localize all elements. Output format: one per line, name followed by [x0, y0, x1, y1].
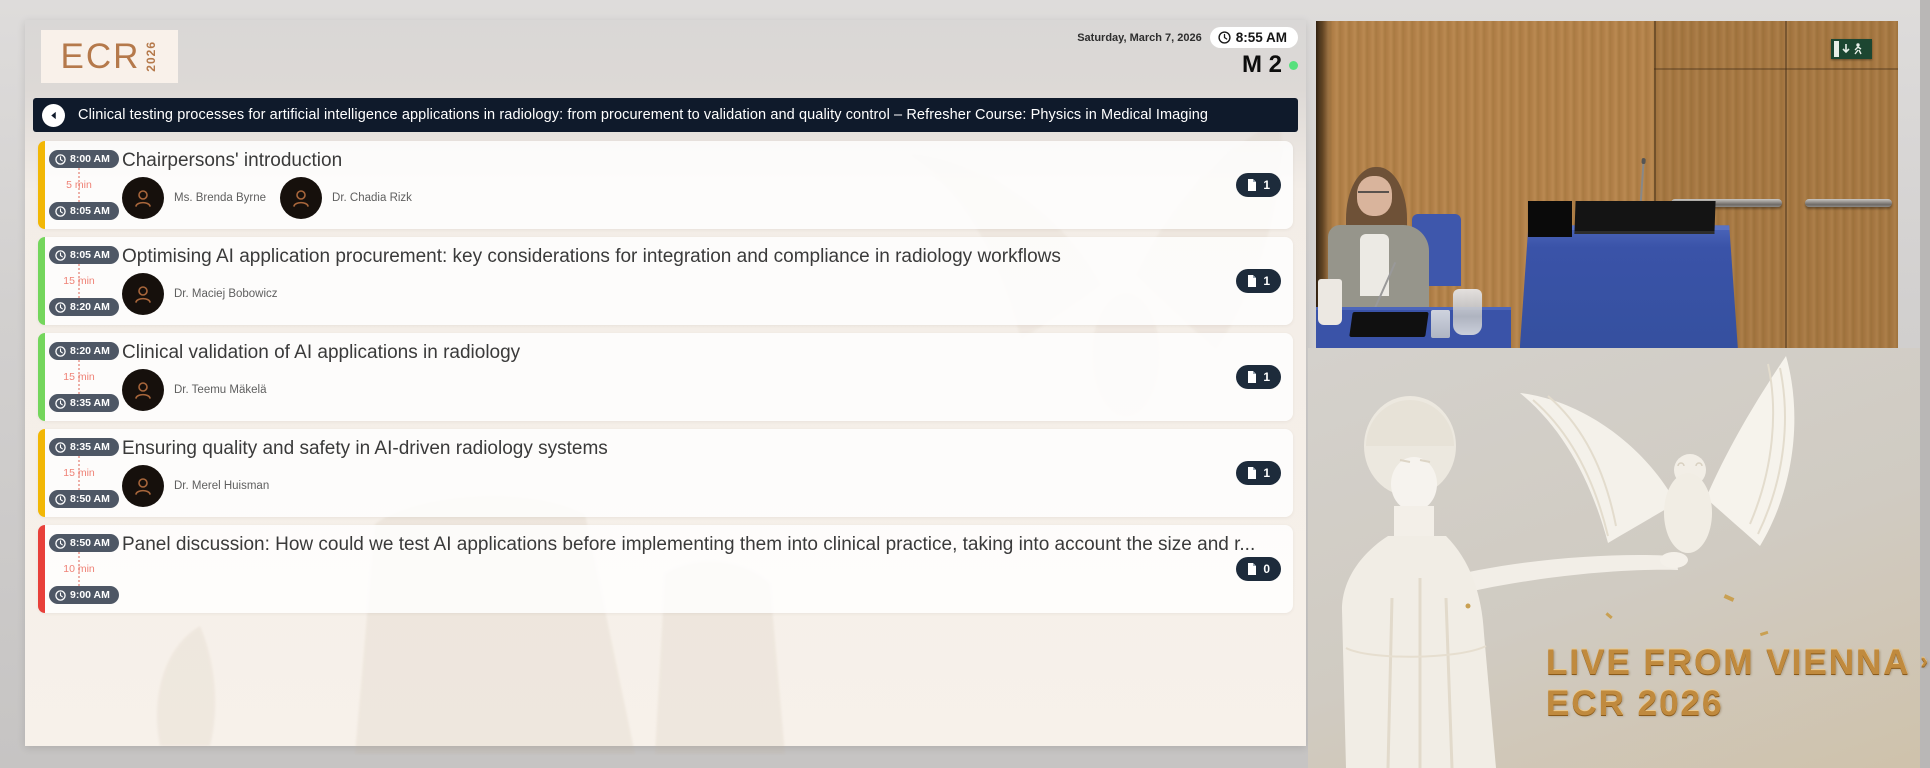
live-video-feed[interactable]	[1316, 21, 1898, 348]
document-icon	[1247, 179, 1257, 191]
water-glass	[1431, 310, 1450, 338]
speaker-name: Dr. Chadia Rizk	[332, 192, 412, 204]
back-button[interactable]	[42, 104, 65, 127]
duration-label: 10 min	[63, 563, 95, 575]
speaker-name: Dr. Maciej Bobowicz	[174, 288, 278, 300]
person-icon	[289, 186, 313, 210]
start-time-pill: 8:05 AM	[49, 246, 119, 264]
session-card[interactable]	[38, 333, 1293, 421]
duration-label: 15 min	[63, 467, 95, 479]
watermark-statue-hand	[120, 606, 290, 746]
start-time-pill: 8:35 AM	[49, 438, 119, 456]
ecr-logo	[41, 30, 178, 83]
session-title: Clinical testing processes for artificial intelligence applications in radiology: from procurement to validation and quality control – Refresher Course: Physics in Medical Imaging	[78, 107, 1209, 123]
documents-badge[interactable]: 1	[1236, 461, 1281, 485]
speaker-name: Ms. Brenda Byrne	[174, 192, 267, 204]
current-date: Saturday, March 7, 2026	[1077, 31, 1202, 44]
duration-label: 5 min	[66, 179, 92, 191]
session-name: Optimising AI application procurement: key considerations for integration and compliance in radiology workflows	[122, 246, 1061, 267]
duration-label: 15 min	[63, 371, 95, 383]
session-card[interactable]	[38, 525, 1293, 613]
live-from-vienna-overlay: LIVE FROM VIENNA › ECR 2026	[1546, 643, 1930, 723]
clock-icon	[55, 398, 66, 409]
door-frame	[1654, 68, 1898, 70]
session-times	[38, 333, 168, 421]
clock-icon	[1218, 31, 1231, 44]
ecr-logo-text: ECR	[60, 37, 141, 76]
session-card[interactable]	[38, 237, 1293, 325]
session-name: Chairpersons' introduction	[122, 150, 343, 171]
speaker-glasses	[1358, 191, 1389, 193]
clock-icon	[55, 494, 66, 505]
speaker-name: Dr. Teemu Mäkelä	[174, 384, 267, 396]
documents-badge[interactable]: 1	[1236, 269, 1281, 293]
session-name: Ensuring quality and safety in AI-driven radiology systems	[122, 438, 608, 459]
start-time-pill: 8:50 AM	[49, 534, 119, 552]
session-list	[38, 141, 1293, 613]
clock-icon	[55, 250, 66, 261]
document-icon	[1247, 563, 1257, 575]
current-time-pill	[1210, 27, 1298, 48]
documents-badge[interactable]: 1	[1236, 365, 1281, 389]
end-time-pill: 8:50 AM	[49, 490, 119, 508]
session-title-bar	[33, 98, 1298, 132]
session-name: Clinical validation of AI applications in radiology	[122, 342, 521, 363]
room-label: M 2	[1241, 51, 1282, 78]
exit-sign-icon	[1831, 39, 1872, 59]
schedule-panel	[25, 20, 1306, 746]
duration-label: 15 min	[63, 275, 95, 287]
live-dot	[1289, 61, 1298, 70]
clock-icon	[55, 538, 66, 549]
chevron-right-icon: ›	[1920, 648, 1930, 673]
statue-backdrop	[1308, 348, 1930, 768]
documents-badge[interactable]: 0	[1236, 557, 1281, 581]
document-icon	[1247, 371, 1257, 383]
clock-icon	[55, 154, 66, 165]
clock-icon	[55, 442, 66, 453]
podium-camera	[1528, 201, 1572, 237]
end-time-pill: 9:00 AM	[49, 586, 119, 604]
door-handle	[1805, 199, 1892, 207]
speaker-face	[1357, 176, 1392, 215]
session-times	[38, 429, 168, 517]
start-time-pill: 8:00 AM	[49, 150, 119, 168]
desk-laptop	[1349, 312, 1428, 337]
session-times	[38, 525, 168, 613]
podium	[1520, 225, 1738, 349]
speaker[interactable]	[280, 177, 412, 219]
coffee-cup	[1318, 279, 1341, 325]
back-arrow-icon	[49, 111, 58, 120]
start-time-pill: 8:20 AM	[49, 342, 119, 360]
clock-icon	[55, 206, 66, 217]
end-time-pill: 8:05 AM	[49, 202, 119, 220]
session-name: Panel discussion: How could we test AI applications before implementing them into clinical practice, taking into account the size and r...	[122, 534, 1256, 555]
document-icon	[1247, 275, 1257, 287]
ecr-logo-year: 2026	[144, 41, 159, 72]
podium-microphone	[1639, 162, 1644, 206]
current-time: 8:55 AM	[1235, 30, 1287, 45]
session-card[interactable]	[38, 141, 1293, 229]
speaker-avatar	[280, 177, 322, 219]
clock-icon	[55, 590, 66, 601]
water-carafe	[1453, 289, 1482, 335]
session-times	[38, 237, 168, 325]
clock-icon	[55, 302, 66, 313]
speaker-name: Dr. Merel Huisman	[174, 480, 270, 492]
documents-badge[interactable]: 1	[1236, 173, 1281, 197]
clock-icon	[55, 346, 66, 357]
end-time-pill: 8:35 AM	[49, 394, 119, 412]
document-icon	[1247, 467, 1257, 479]
session-times	[38, 141, 168, 229]
session-card[interactable]	[38, 429, 1293, 517]
podium-monitor	[1574, 201, 1715, 234]
end-time-pill: 8:20 AM	[49, 298, 119, 316]
